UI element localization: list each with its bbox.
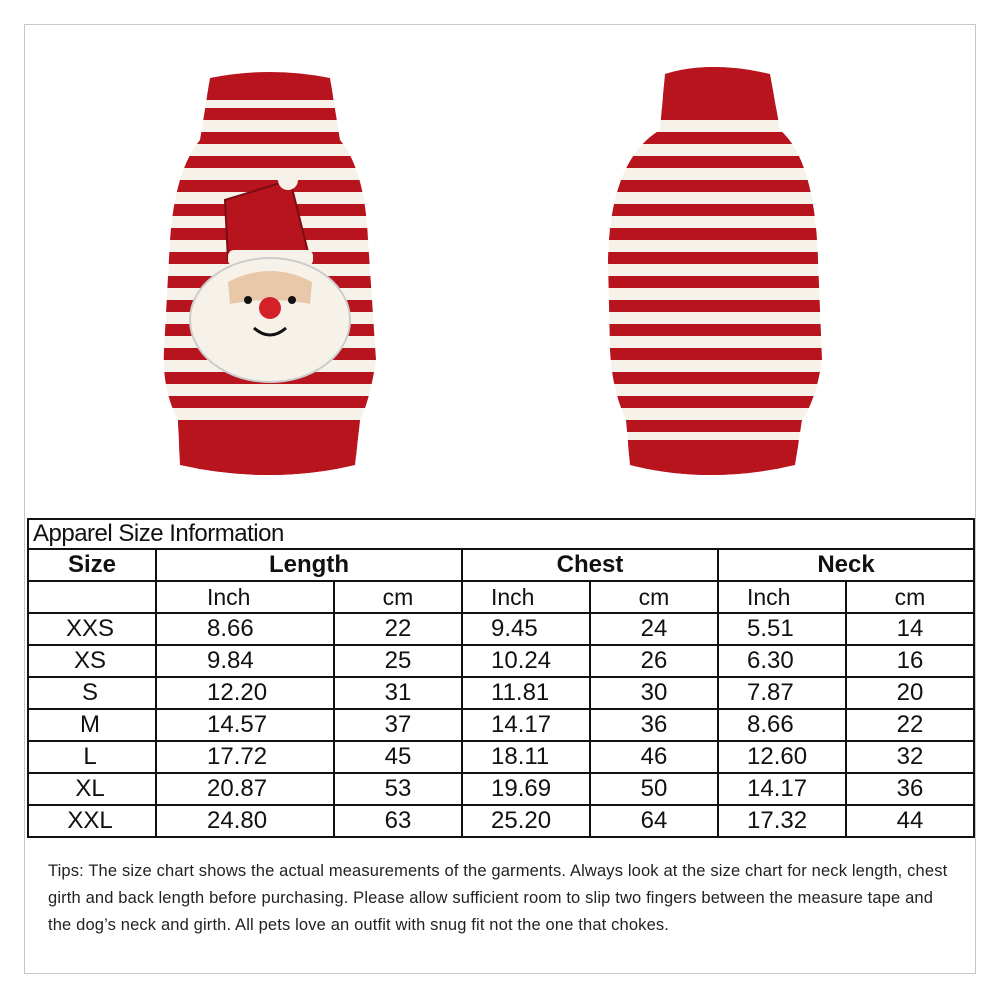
- cell-chest-cm: 30: [590, 677, 718, 709]
- cell-length-inch: 9.84: [156, 645, 334, 677]
- cell-neck-cm: 22: [846, 709, 974, 741]
- table-row: [28, 741, 974, 773]
- cell-chest-inch: 9.45: [462, 613, 590, 645]
- cell-length-cm: 53: [334, 773, 462, 805]
- cell-chest-cm: 50: [590, 773, 718, 805]
- unit-length-cm: cm: [334, 581, 462, 613]
- cell-chest-inch: 10.24: [462, 645, 590, 677]
- header-size: Size: [28, 549, 156, 581]
- cell-length-inch: 24.80: [156, 805, 334, 837]
- cell-chest-cm: 64: [590, 805, 718, 837]
- cell-size: M: [28, 709, 156, 741]
- table-row: [28, 613, 974, 645]
- cell-length-cm: 63: [334, 805, 462, 837]
- cell-neck-cm: 44: [846, 805, 974, 837]
- cell-chest-cm: 24: [590, 613, 718, 645]
- size-chart-table: [27, 518, 975, 838]
- cell-length-inch: 17.72: [156, 741, 334, 773]
- cell-neck-inch: 6.30: [718, 645, 846, 677]
- cell-length-cm: 37: [334, 709, 462, 741]
- table-row: [28, 805, 974, 837]
- table-row: [28, 709, 974, 741]
- cell-size: XL: [28, 773, 156, 805]
- cell-chest-inch: 25.20: [462, 805, 590, 837]
- unit-length-inch: Inch: [156, 581, 334, 613]
- cell-size: S: [28, 677, 156, 709]
- cell-neck-cm: 36: [846, 773, 974, 805]
- cell-neck-inch: 8.66: [718, 709, 846, 741]
- unit-neck-cm: cm: [846, 581, 974, 613]
- cell-neck-inch: 7.87: [718, 677, 846, 709]
- header-length: Length: [156, 549, 462, 581]
- unit-chest-cm: cm: [590, 581, 718, 613]
- cell-length-cm: 25: [334, 645, 462, 677]
- unit-blank: [28, 581, 156, 613]
- sizing-tips-text: Tips: The size chart shows the actual measurements of the garments. Always look at the size chart for neck length, chest girth and back length before purchasing. Please allow sufficient room to slip two fingers between the measure tape and the dog’s neck and girth. All pets love an outfit with snug fit not the one that chokes.: [48, 862, 948, 934]
- cell-neck-cm: 14: [846, 613, 974, 645]
- cell-neck-inch: 12.60: [718, 741, 846, 773]
- cell-length-inch: 14.57: [156, 709, 334, 741]
- cell-chest-inch: 14.17: [462, 709, 590, 741]
- cell-length-inch: 8.66: [156, 613, 334, 645]
- table-title: Apparel Size Information: [28, 519, 974, 549]
- sweater-back-image: [590, 60, 830, 490]
- cell-neck-inch: 5.51: [718, 613, 846, 645]
- cell-length-cm: 45: [334, 741, 462, 773]
- cell-chest-cm: 46: [590, 741, 718, 773]
- cell-size: XXL: [28, 805, 156, 837]
- cell-length-cm: 31: [334, 677, 462, 709]
- cell-neck-inch: 17.32: [718, 805, 846, 837]
- cell-length-inch: 12.20: [156, 677, 334, 709]
- cell-neck-cm: 20: [846, 677, 974, 709]
- cell-neck-cm: 32: [846, 741, 974, 773]
- cell-chest-inch: 11.81: [462, 677, 590, 709]
- unit-neck-inch: Inch: [718, 581, 846, 613]
- header-chest: Chest: [462, 549, 718, 581]
- cell-chest-inch: 18.11: [462, 741, 590, 773]
- table-row: [28, 645, 974, 677]
- cell-size: L: [28, 741, 156, 773]
- cell-length-inch: 20.87: [156, 773, 334, 805]
- table-row: [28, 677, 974, 709]
- table-row: [28, 773, 974, 805]
- header-neck: Neck: [718, 549, 974, 581]
- sweater-front-image: [150, 60, 390, 490]
- cell-neck-cm: 16: [846, 645, 974, 677]
- cell-chest-cm: 26: [590, 645, 718, 677]
- cell-length-cm: 22: [334, 613, 462, 645]
- cell-size: XXS: [28, 613, 156, 645]
- cell-size: XS: [28, 645, 156, 677]
- unit-chest-inch: Inch: [462, 581, 590, 613]
- cell-neck-inch: 14.17: [718, 773, 846, 805]
- cell-chest-cm: 36: [590, 709, 718, 741]
- cell-chest-inch: 19.69: [462, 773, 590, 805]
